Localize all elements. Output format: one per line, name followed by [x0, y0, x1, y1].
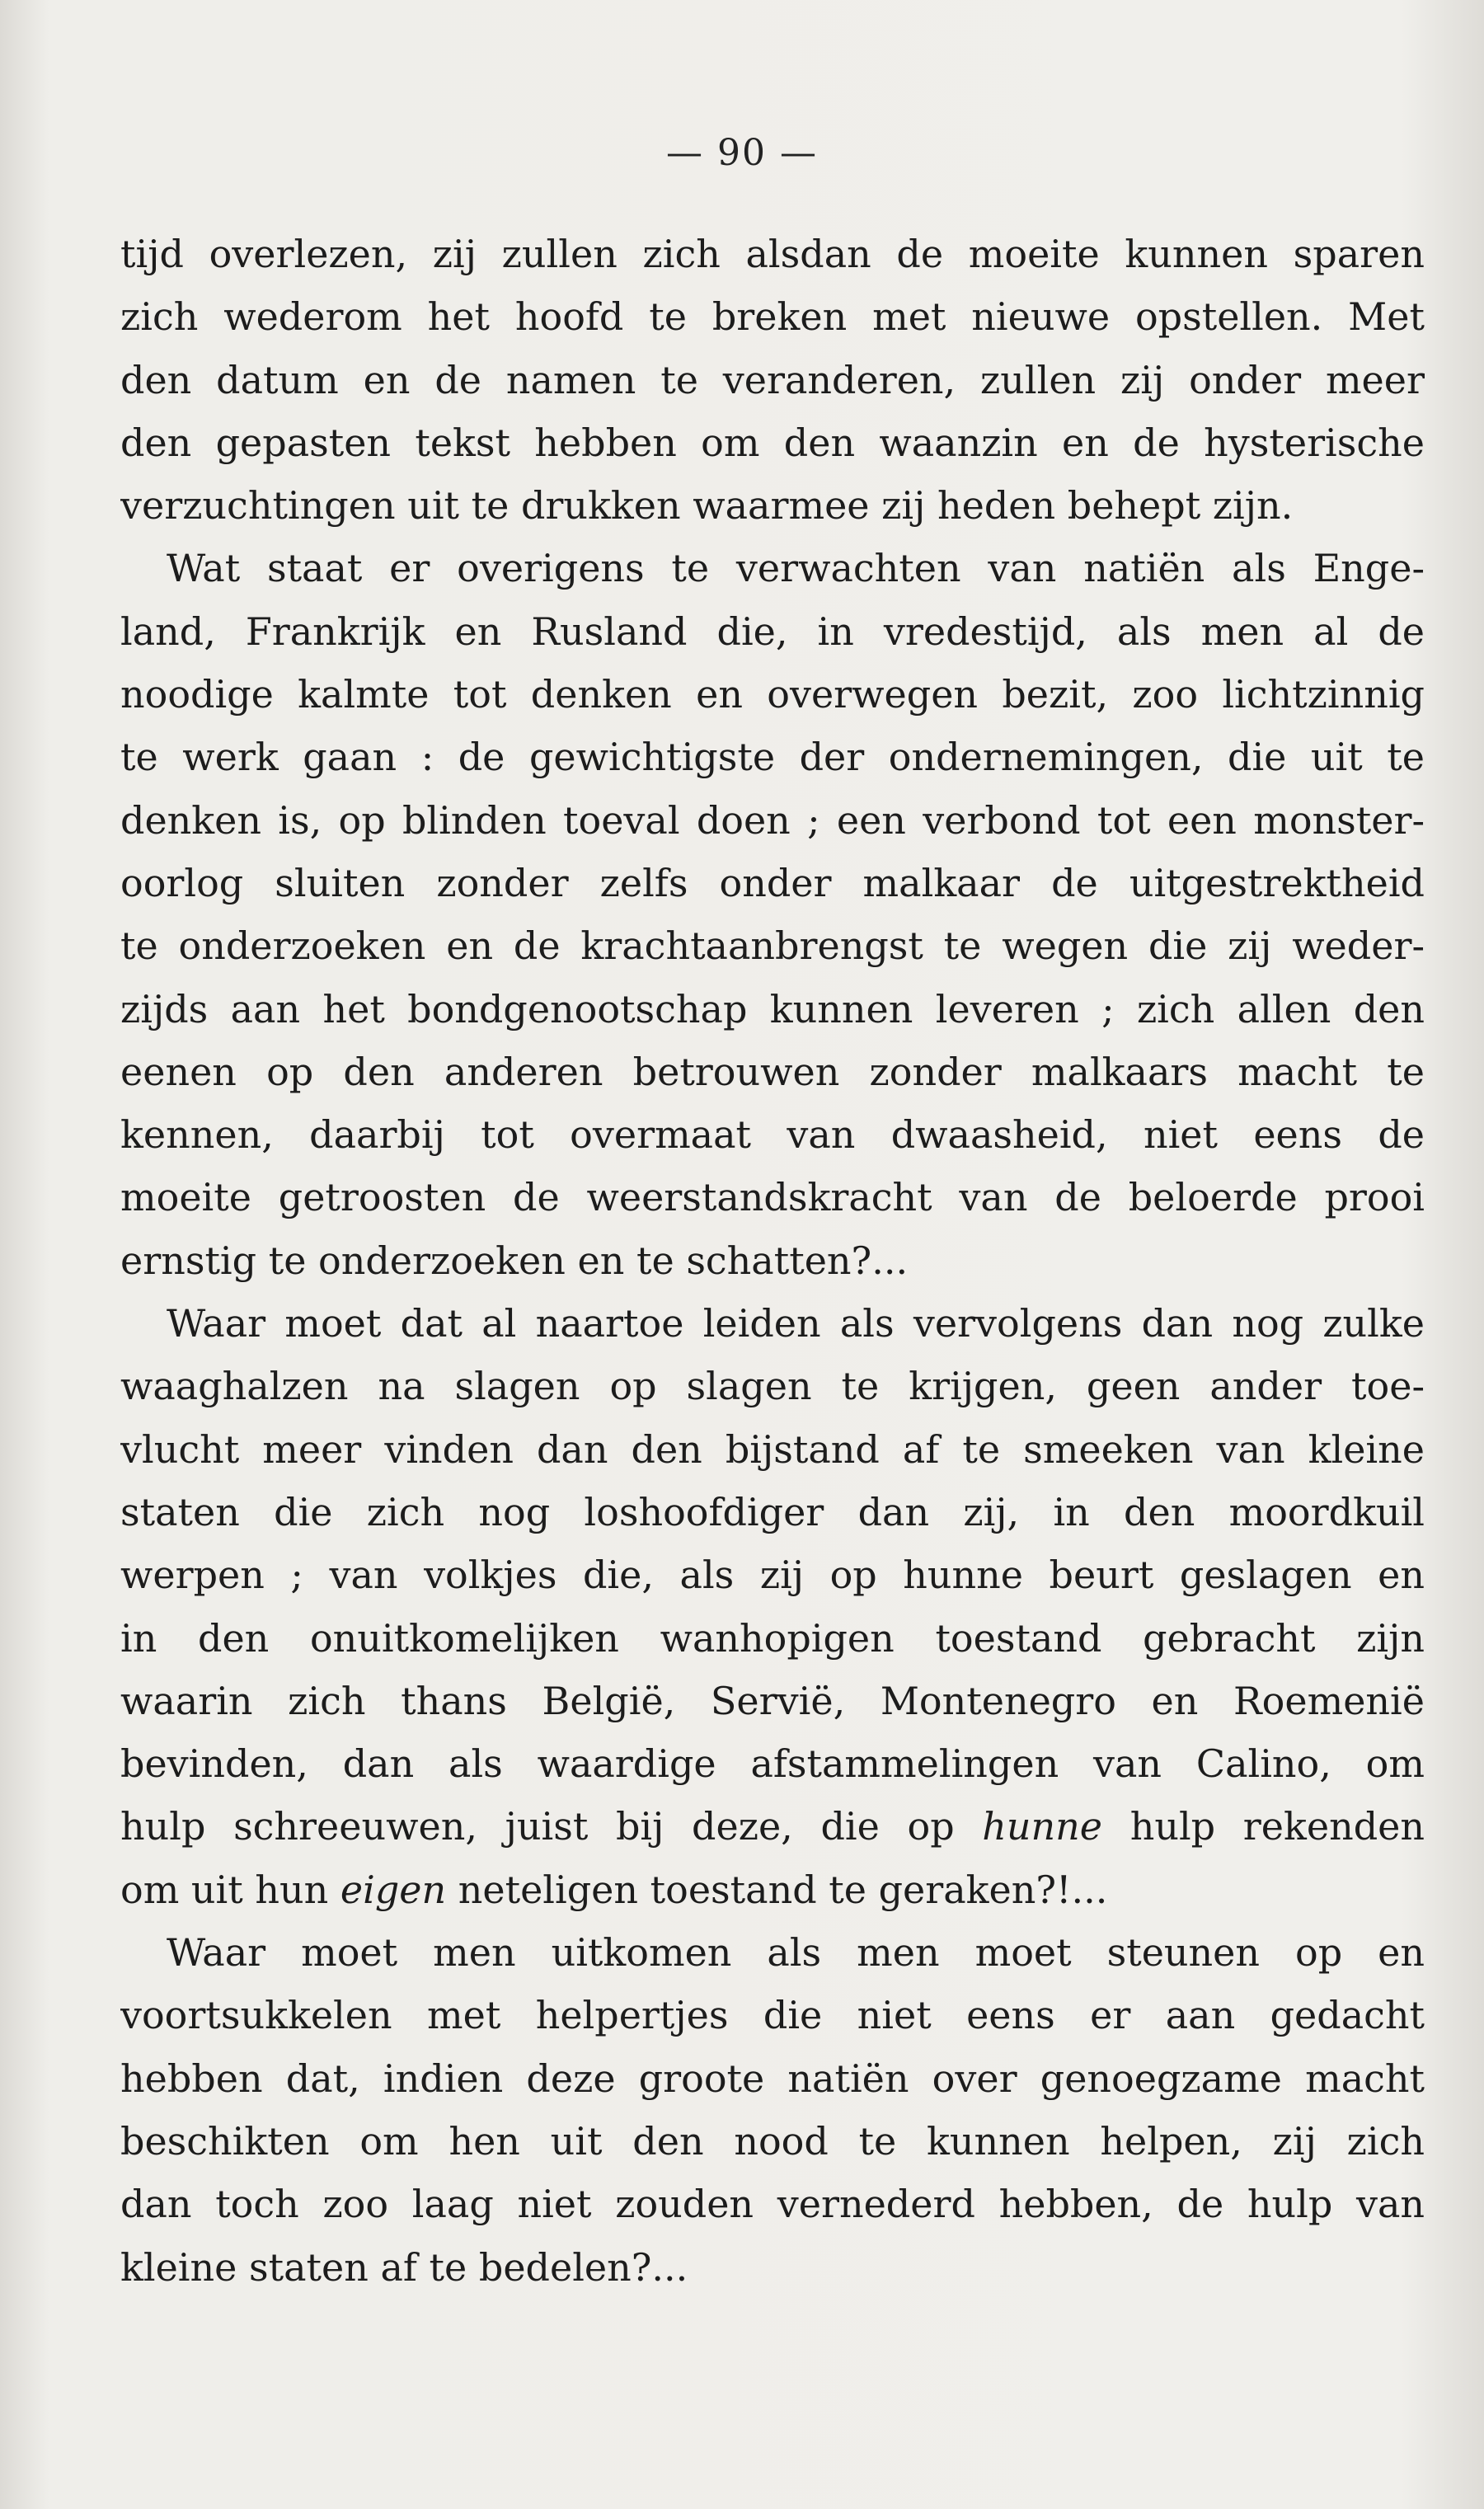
text-line: den datum en de namen te veranderen, zullen zij onder meer: [120, 357, 1425, 402]
text-line: waarin zich thans België, Servië, Montenegro en Roemenië: [120, 1678, 1425, 1723]
text-line: waaghalzen na slagen op slagen te krijgen, geen ander toe-: [120, 1364, 1425, 1409]
text-line: kleine staten af te bedelen?...: [120, 2244, 688, 2290]
text-line: zich wederom het hoofd te breken met nieuwe opstellen. Met: [120, 294, 1425, 340]
text-line: te onderzoeken en de krachtaanbrengst te wegen die zij weder-: [120, 923, 1425, 969]
body-text: [120, 223, 1425, 2299]
text-line: hebben dat, indien deze groote natiën over genoegzame macht: [120, 2056, 1425, 2101]
text-line: kennen, daarbij tot overmaat van dwaasheid, niet eens de: [120, 1112, 1425, 1158]
text-line: ernstig te onderzoeken en te schatten?...: [120, 1238, 909, 1283]
text-line: land, Frankrijk en Rusland die, in vredestijd, als men al de: [120, 608, 1425, 654]
text-line: beschikten om hen uit den nood te kunnen helpen, zij zich: [120, 2118, 1425, 2164]
text-line: moeite getroosten de weerstandskracht van de beloerde prooi: [120, 1175, 1425, 1220]
italic-word: hunne: [982, 1804, 1103, 1849]
text-line: oorlog sluiten zonder zelfs onder malkaar de uitgestrektheid: [120, 860, 1425, 905]
text-line: dan toch zoo laag niet zouden vernederd hebben, de hulp van: [120, 2182, 1425, 2227]
text-segment: hulp rekenden: [1102, 1804, 1425, 1849]
italic-word: eigen: [340, 1867, 447, 1912]
text-line: werpen ; van volkjes die, als zij op hunne beurt geslagen en: [120, 1553, 1425, 1598]
text-line: tijd overlezen, zij zullen zich alsdan de moeite kunnen sparen: [120, 232, 1425, 276]
text-line: Waar moet men uitkomen als men moet steunen op en: [167, 1930, 1425, 1976]
text-segment: neteligen toestand te geraken?!...: [446, 1867, 1108, 1912]
text-line: te werk gaan : de gewichtigste der ondernemingen, die uit te: [120, 735, 1425, 780]
text-line: eenen op den anderen betrouwen zonder malkaars macht te: [120, 1049, 1425, 1094]
text-line: den gepasten tekst hebben om den waanzin en de hysterische: [120, 420, 1425, 465]
text-line: voortsukkelen met helpertjes die niet eens er aan gedacht: [120, 1993, 1425, 2038]
text-line: Wat staat er overigens te verwachten van natiën als Enge-: [167, 546, 1425, 591]
text-line: zijds aan het bondgenootschap kunnen leveren ; zich allen den: [120, 986, 1425, 1031]
text-line: [120, 1858, 1425, 1921]
text-line: staten die zich nog loshoofdiger dan zij, in den moordkuil: [120, 1489, 1425, 1534]
text-segment: om uit hun: [120, 1867, 340, 1912]
text-segment: hulp schreeuwen, juist bij deze, die op: [120, 1804, 983, 1849]
text-line: [120, 1795, 1425, 1858]
text-line: denken is, op blinden toeval doen ; een verbond tot een monster-: [120, 797, 1425, 843]
text-line: in den onuitkomelijken wanhopigen toestand gebracht zijn: [120, 1615, 1425, 1661]
text-line: verzuchtingen uit te drukken waarmee zij heden behept zijn.: [120, 483, 1294, 529]
text-line: vlucht meer vinden dan den bijstand af te smeeken van kleine: [120, 1426, 1425, 1472]
text-line: bevinden, dan als waardige afstammelingen van Calino, om: [120, 1741, 1425, 1787]
text-line: Waar moet dat al naartoe leiden als vervolgens dan nog zulke: [167, 1301, 1425, 1346]
page-number: — 90 —: [666, 132, 818, 174]
text-line: noodige kalmte tot denken en overwegen bezit, zoo lichtzinnig: [120, 672, 1425, 717]
